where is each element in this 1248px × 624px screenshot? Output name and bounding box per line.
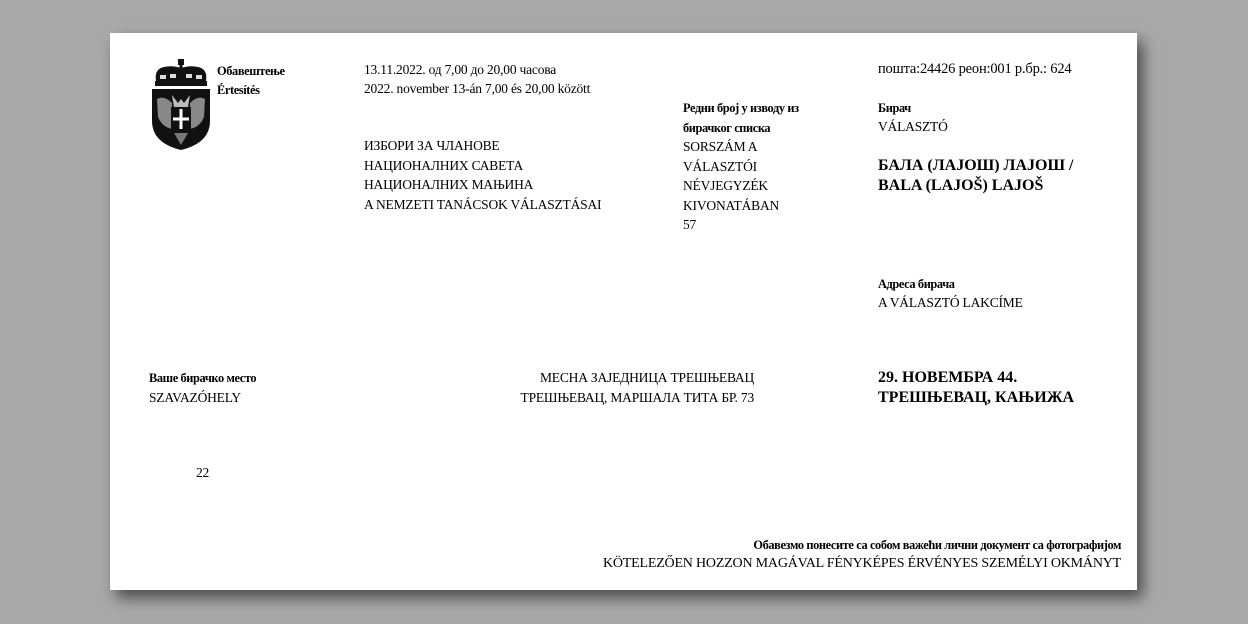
notice-label-sr: Обавештење (217, 63, 285, 78)
serial-number: 57 (683, 217, 697, 232)
voter-name-cyrillic: БАЛА (ЛАЈОШ) ЛАЈОШ / (878, 157, 1074, 174)
voter-name-latin: BALA (LAJOŠ) LAJOŠ (878, 177, 1044, 194)
footer-note-sr: Обавезмо понесите са собом важећи лични документ са фотографијом (753, 537, 1121, 552)
voter-address-city: ТРЕШЊЕВАЦ, КАЊИЖА (878, 389, 1075, 406)
voter-address-street: 29. НОВЕМБРА 44. (878, 369, 1018, 386)
serial-label-sr: Редни број у изводу из (683, 100, 799, 115)
serial-label-hu: VÁLASZTÓI (683, 158, 757, 174)
polling-station-name: МЕСНА ЗАЈЕДНИЦА ТРЕШЊЕВАЦ (539, 370, 754, 385)
serial-label-hu: SORSZÁM A (683, 139, 758, 154)
election-title-line: A NEMZETI TANÁCSOK VÁLASZTÁSAI (364, 196, 602, 212)
postal-info: пошта:24426 реон:001 р.бр.: 624 (878, 61, 1072, 77)
footer-note-hu: KÖTELEZŐEN HOZZON MAGÁVAL FÉNYKÉPES ÉRVÉNYES SZEMÉLYI OKMÁNYT (602, 556, 1121, 571)
coat-of-arms-icon (150, 59, 212, 151)
serial-label-hu: NÉVJEGYZÉK (683, 178, 768, 193)
voter-address-label-sr: Адреса бирача (878, 276, 955, 291)
election-date-hu: 2022. november 13-án 7,00 és 20,00 között (364, 81, 591, 96)
election-date-sr: 13.11.2022. од 7,00 до 20,00 часова (364, 62, 557, 77)
voter-label-sr: Бирач (878, 100, 911, 115)
serial-label-hu: KIVONATÁBAN (683, 197, 780, 213)
election-title-line: НАЦИОНАЛНИХ МАЊИНА (364, 177, 534, 192)
serial-label-sr: бирачког списка (683, 119, 771, 135)
voter-label-hu: VÁLASZTÓ (878, 119, 948, 134)
election-title (364, 136, 601, 214)
voter-notice-card (110, 33, 1137, 590)
voter-address-label-hu: A VÁLASZTÓ LAKCÍME (878, 295, 1023, 310)
polling-station-label-hu: SZAVAZÓHELY (149, 390, 241, 405)
election-title-line: ИЗБОРИ ЗА ЧЛАНОВЕ (364, 138, 500, 153)
notice-label-hu: Értesítés (217, 82, 260, 97)
serial-label (683, 98, 805, 235)
polling-station-label-sr: Ваше бирачко место (149, 370, 257, 385)
polling-station-number: 22 (196, 465, 210, 480)
election-title-line: НАЦИОНАЛНИХ САВЕТА (364, 157, 524, 173)
polling-station-address: ТРЕШЊЕВАЦ, МАРШАЛА ТИТА БР. 73 (520, 390, 754, 405)
